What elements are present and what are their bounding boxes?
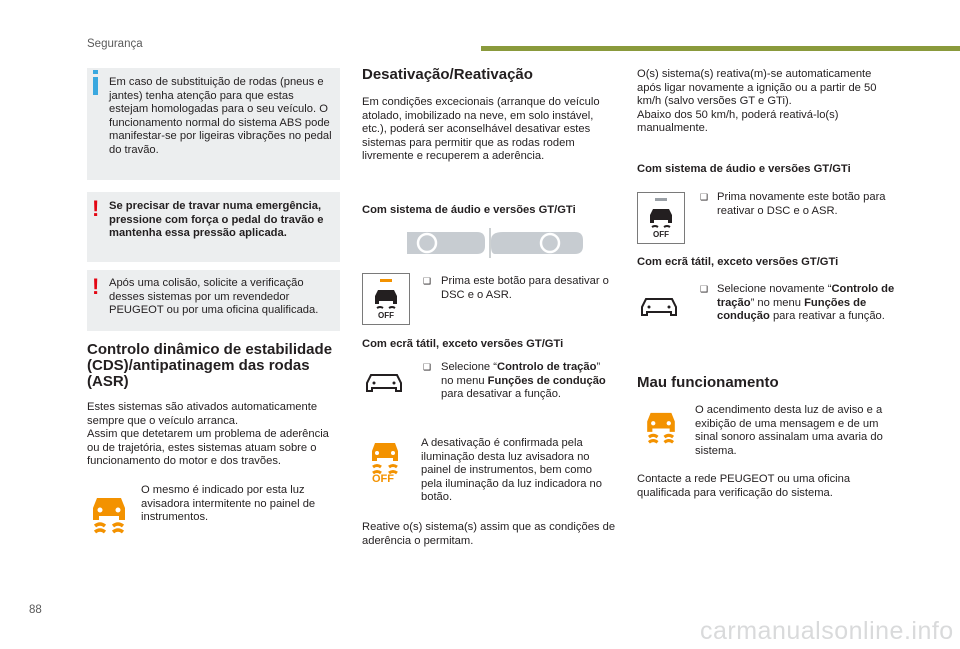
page-number: 88 bbox=[29, 604, 42, 616]
car-outline-icon bbox=[365, 369, 403, 395]
warning-box-braking bbox=[87, 192, 340, 262]
dashboard-buttons-illustration bbox=[405, 228, 585, 258]
esp-off-button-icon bbox=[362, 273, 410, 325]
info-box bbox=[87, 68, 340, 180]
auto-reactivation-text: O(s) sistema(s) reativa(m)-se automaticamente após ligar novamente a ignição ou a partir de 50 km/h (salvo versões GT e GTi). Abaixo dos 50 km/h, poderá reativá-lo(s) manualmente. bbox=[637, 68, 877, 135]
contact-network-text: Contacte a rede PEUGEOT ou uma oficina qualificada para verificação do sistema. bbox=[637, 473, 851, 499]
step-deactivate-touchscreen bbox=[441, 361, 611, 402]
warning-collision-text: Após uma colisão, solicite a verificação desses sistemas por um revendedor PEUGEOT ou por uma oficina qualificada. bbox=[109, 277, 319, 317]
header-section-label: Segurança bbox=[87, 38, 143, 50]
checkbox-icon: ❑ bbox=[700, 192, 709, 202]
warning-icon: ! bbox=[92, 196, 100, 221]
warning-icon: ! bbox=[92, 274, 100, 299]
warning-box-collision bbox=[87, 270, 340, 331]
menu-driving-functions: Funções de condução bbox=[487, 374, 606, 387]
info-box-text: Em caso de substituição de rodas (pneus e jantes) tenha atenção para que estas estejam homologadas para o seu veículo. O funcionamento normal do sistema ABS pode manifestar-se por ligeiras vibrações no pedal do travão. bbox=[109, 76, 332, 156]
malfunction-lamp-text: O acendimento desta luz de aviso e a exibição de uma mensagem e de um sinal sonoro assinalam uma avaria do sistema. bbox=[695, 404, 883, 457]
menu-item-traction: Controlo de tração bbox=[496, 361, 597, 373]
section-title-malfunction: Mau funcionamento bbox=[637, 374, 779, 391]
warning-braking-text: Se precisar de travar numa emergência, pressione com força o pedal do travão e mantenha essa pressão aplicada. bbox=[109, 200, 324, 240]
lamp-description: O mesmo é indicado por esta luz avisadora intermitente no painel de instrumentos. bbox=[141, 484, 316, 524]
subheading-audio-right: Com sistema de áudio e versões GT/GTi bbox=[637, 163, 851, 175]
menu-item-traction: Controlo de tração bbox=[717, 283, 895, 309]
step-reactivate-button: Prima novamente este botão para reativar o DSC e o ASR. bbox=[717, 191, 886, 217]
esp-off-button-icon bbox=[637, 192, 685, 244]
section-title-deactivation: Desativação/Reativação bbox=[362, 66, 533, 83]
section-title-dsc: Controlo dinâmico de estabilidade (CDS)/antipatinagem das rodas (ASR) bbox=[87, 341, 333, 390]
car-outline-icon bbox=[640, 293, 678, 319]
info-icon bbox=[93, 77, 98, 95]
step-text: Selecione novamente “ bbox=[717, 283, 832, 295]
off-label: OFF bbox=[378, 311, 394, 320]
menu-driving-functions: Funções de condução bbox=[717, 296, 867, 323]
step-text: para reativar a função. bbox=[769, 310, 885, 323]
step-text: ” no menu bbox=[441, 361, 601, 387]
deactivation-intro: Em condições excecionais (arranque do veículo atolado, imobilizado na neve, em solo instável, etc.), poderá ser aconselhável desativar estes sistemas para permitir que as rodas rodem livremente e recuperem a aderência. bbox=[362, 96, 600, 163]
dsc-body-text: Estes sistemas são ativados automaticamente sempre que o veículo arranca. Assim que detetarem um problema de aderência ou de trajetória, estes sistemas atuam sobre o funcionamento do motor e dos travões. bbox=[87, 401, 329, 468]
skid-car-orange-icon bbox=[642, 405, 680, 445]
reactivate-advice: Reative o(s) sistema(s) assim que as condições de aderência o permitam. bbox=[362, 521, 616, 547]
checkbox-icon: ❑ bbox=[423, 276, 432, 286]
step-text: Selecione “ bbox=[441, 361, 497, 373]
skid-car-off-orange-icon bbox=[367, 441, 403, 485]
subheading-touchscreen: Com ecrã tátil, exceto versões GT/GTi bbox=[362, 338, 564, 350]
off-label: OFF bbox=[653, 230, 669, 239]
step-reactivate-touchscreen bbox=[717, 283, 895, 324]
watermark-text: carmanualsonline.info bbox=[700, 617, 954, 645]
checkbox-icon: ❑ bbox=[700, 284, 709, 294]
subheading-touchscreen-right: Com ecrã tátil, exceto versões GT/GTi bbox=[637, 256, 839, 268]
checkbox-icon: ❑ bbox=[423, 362, 432, 372]
step-deactivate-button: Prima este botão para desativar o DSC e o ASR. bbox=[441, 275, 609, 301]
header-accent-bar bbox=[481, 46, 960, 51]
subheading-audio: Com sistema de áudio e versões GT/GTi bbox=[362, 204, 576, 216]
skid-car-orange-icon bbox=[87, 490, 131, 534]
step-text: ” no menu bbox=[750, 296, 805, 309]
step-text: para desativar a função. bbox=[441, 388, 562, 401]
deactivation-confirmation: A desativação é confirmada pela iluminação desta luz avisadora no painel de instrumentos, bem como pela iluminação da luz indicadora no botão. bbox=[421, 437, 602, 504]
off-label: OFF bbox=[372, 473, 394, 485]
